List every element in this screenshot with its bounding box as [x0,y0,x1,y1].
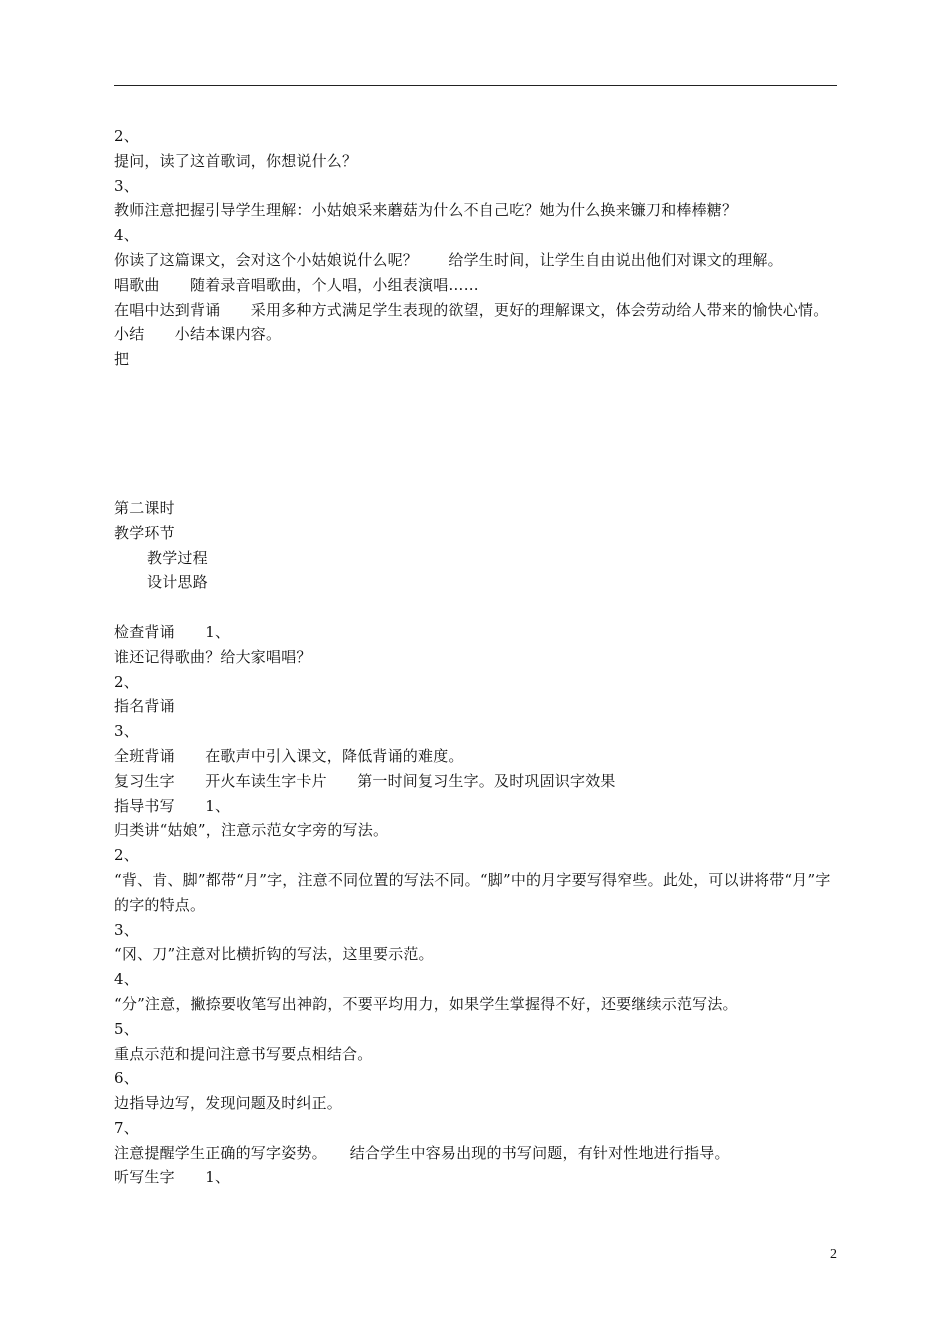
text-line: 指名背诵 [114,697,175,716]
item-number: 2、 [114,672,139,691]
text-line: 听写生字 1、 [114,1168,231,1187]
header-rule [114,85,837,86]
text-line: 归类讲“姑娘”，注意示范女字旁的写法。 [114,821,389,840]
text-line: 谁还记得歌曲？给大家唱唱？ [114,647,312,666]
text-line: 边指导边写，发现问题及时纠正。 [114,1094,343,1113]
text-line: 注意提醒学生正确的写字姿势。 结合学生中容易出现的书写问题，有针对性地进行指导。 [114,1143,730,1162]
item-number: 2、 [114,846,139,865]
text-line: 教师注意把握引导学生理解：小姑娘采来蘑菇为什么不自己吃？她为什么换来镰刀和棒棒糖？ [114,201,738,220]
item-number: 4、 [114,226,139,245]
text-line: 检查背诵 1、 [114,622,231,641]
text-line: 唱歌曲 随着录音唱歌曲，个人唱，小组表演唱…… [114,275,479,294]
text-line: 在唱中达到背诵 采用多种方式满足学生表现的欲望，更好的理解课文，体会劳动给人带来的愉快心情。 [114,300,829,319]
text-line: 全班背诵 在歌声中引入课文，降低背诵的难度。 [114,746,464,765]
item-number: 3、 [114,722,139,741]
spacer [114,372,839,496]
text-line: 小结 小结本课内容。 [114,325,282,344]
text-line: 把 [114,350,130,369]
document-body [114,124,839,1190]
text-line: 指导书写 1、 [114,796,231,815]
spacer [114,595,839,620]
item-number: 6、 [114,1069,139,1088]
text-line: “背、肯、脚”都带“月”字，注意不同位置的写法不同。“脚”中的月字要写得窄些。此处，可以讲将带“月”字的字的特点。 [114,870,831,914]
item-number: 3、 [114,176,139,195]
text-line: 复习生字 开火车读生字卡片 第一时间复习生字。及时巩固识字效果 [114,771,616,790]
page-number: 2 [830,1247,837,1262]
table-subheader: 设计思路 [147,573,208,592]
table-subheader: 教学过程 [147,548,208,567]
table-header: 教学环节 [114,523,175,542]
item-number: 5、 [114,1019,139,1038]
text-line: “冈、刀”注意对比横折钩的写法，这里要示范。 [114,945,434,964]
item-number: 2、 [114,127,139,145]
text-line: 你读了这篇课文，会对这个小姑娘说什么呢？ 给学生时间，让学生自由说出他们对课文的理解。 [114,250,783,269]
item-number: 4、 [114,970,139,989]
text-line: 提问，读了这首歌词，你想说什么？ [114,151,358,170]
item-number: 3、 [114,920,139,939]
text-line: “分”注意，撇捺要收笔写出神韵，不要平均用力，如果学生掌握得不好，还要继续示范写法。 [114,994,738,1013]
item-number: 7、 [114,1118,139,1137]
text-line: 重点示范和提问注意书写要点相结合。 [114,1044,373,1063]
lesson-title: 第二课时 [114,498,175,517]
